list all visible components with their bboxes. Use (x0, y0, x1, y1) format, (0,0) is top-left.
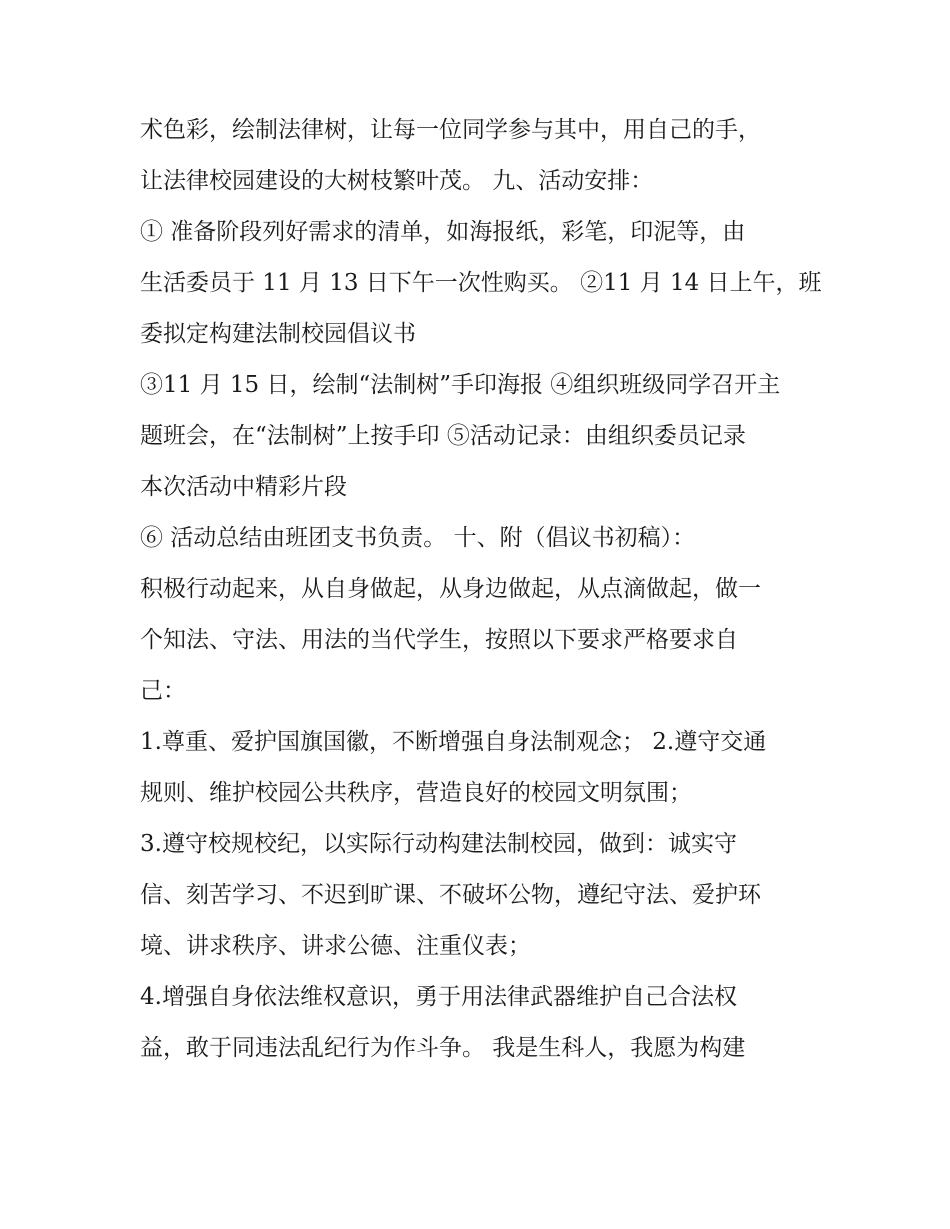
text-line-17: 境、讲求秩序、讲求公德、注重仪表； (140, 933, 531, 959)
text-line-13: 1.尊重、爱护国旗国徽，不断增强自身法制观念； 2.遵守交通 (140, 729, 767, 755)
document-body (140, 105, 830, 1074)
text-line-5: 委拟定构建法制校园倡议书 (140, 321, 416, 347)
text-line-4: 生活委员于 11 月 13 日下午一次性购买。 ②11 月 14 日上午，班 (140, 270, 822, 296)
text-line-8: 本次活动中精彩片段 (140, 474, 347, 500)
text-line-7: 题班会，在“法制树”上按手印 ⑤活动记录：由组织委员记录 (140, 423, 746, 449)
text-line-10: 积极行动起来，从自身做起，从身边做起，从点滴做起，做一 (140, 576, 761, 602)
text-line-1: 术色彩，绘制法律树，让每一位同学参与其中，用自己的手， (140, 117, 761, 143)
text-line-6: ③11 月 15 日，绘制“法制树”手印海报 ④组织班级同学召开主 (140, 372, 781, 398)
text-line-11: 个知法、守法、用法的当代学生，按照以下要求严格要求自 (140, 627, 738, 653)
text-line-9: ⑥ 活动总结由班团支书负责。 十、附（倡议书初稿）： (140, 525, 696, 551)
text-line-18: 4.增强自身依法维权意识，勇于用法律武器维护自己合法权 (140, 984, 737, 1010)
text-line-2: 让法律校园建设的大树枝繁叶茂。 九、活动安排： (140, 168, 654, 194)
text-line-14: 规则、维护校园公共秩序，营造良好的校园文明氛围； (140, 780, 692, 806)
text-line-15: 3.遵守校规校纪，以实际行动构建法制校园，做到：诚实守 (140, 831, 737, 857)
text-line-3: ① 准备阶段列好需求的清单，如海报纸，彩笔，印泥等，由 (140, 219, 746, 245)
text-line-12: 己： (140, 678, 186, 704)
text-line-16: 信、刻苦学习、不迟到旷课、不破坏公物，遵纪守法、爱护环 (140, 882, 761, 908)
text-line-19: 益，敢于同违法乱纪行为作斗争。 我是生科人，我愿为构建 (140, 1035, 746, 1061)
